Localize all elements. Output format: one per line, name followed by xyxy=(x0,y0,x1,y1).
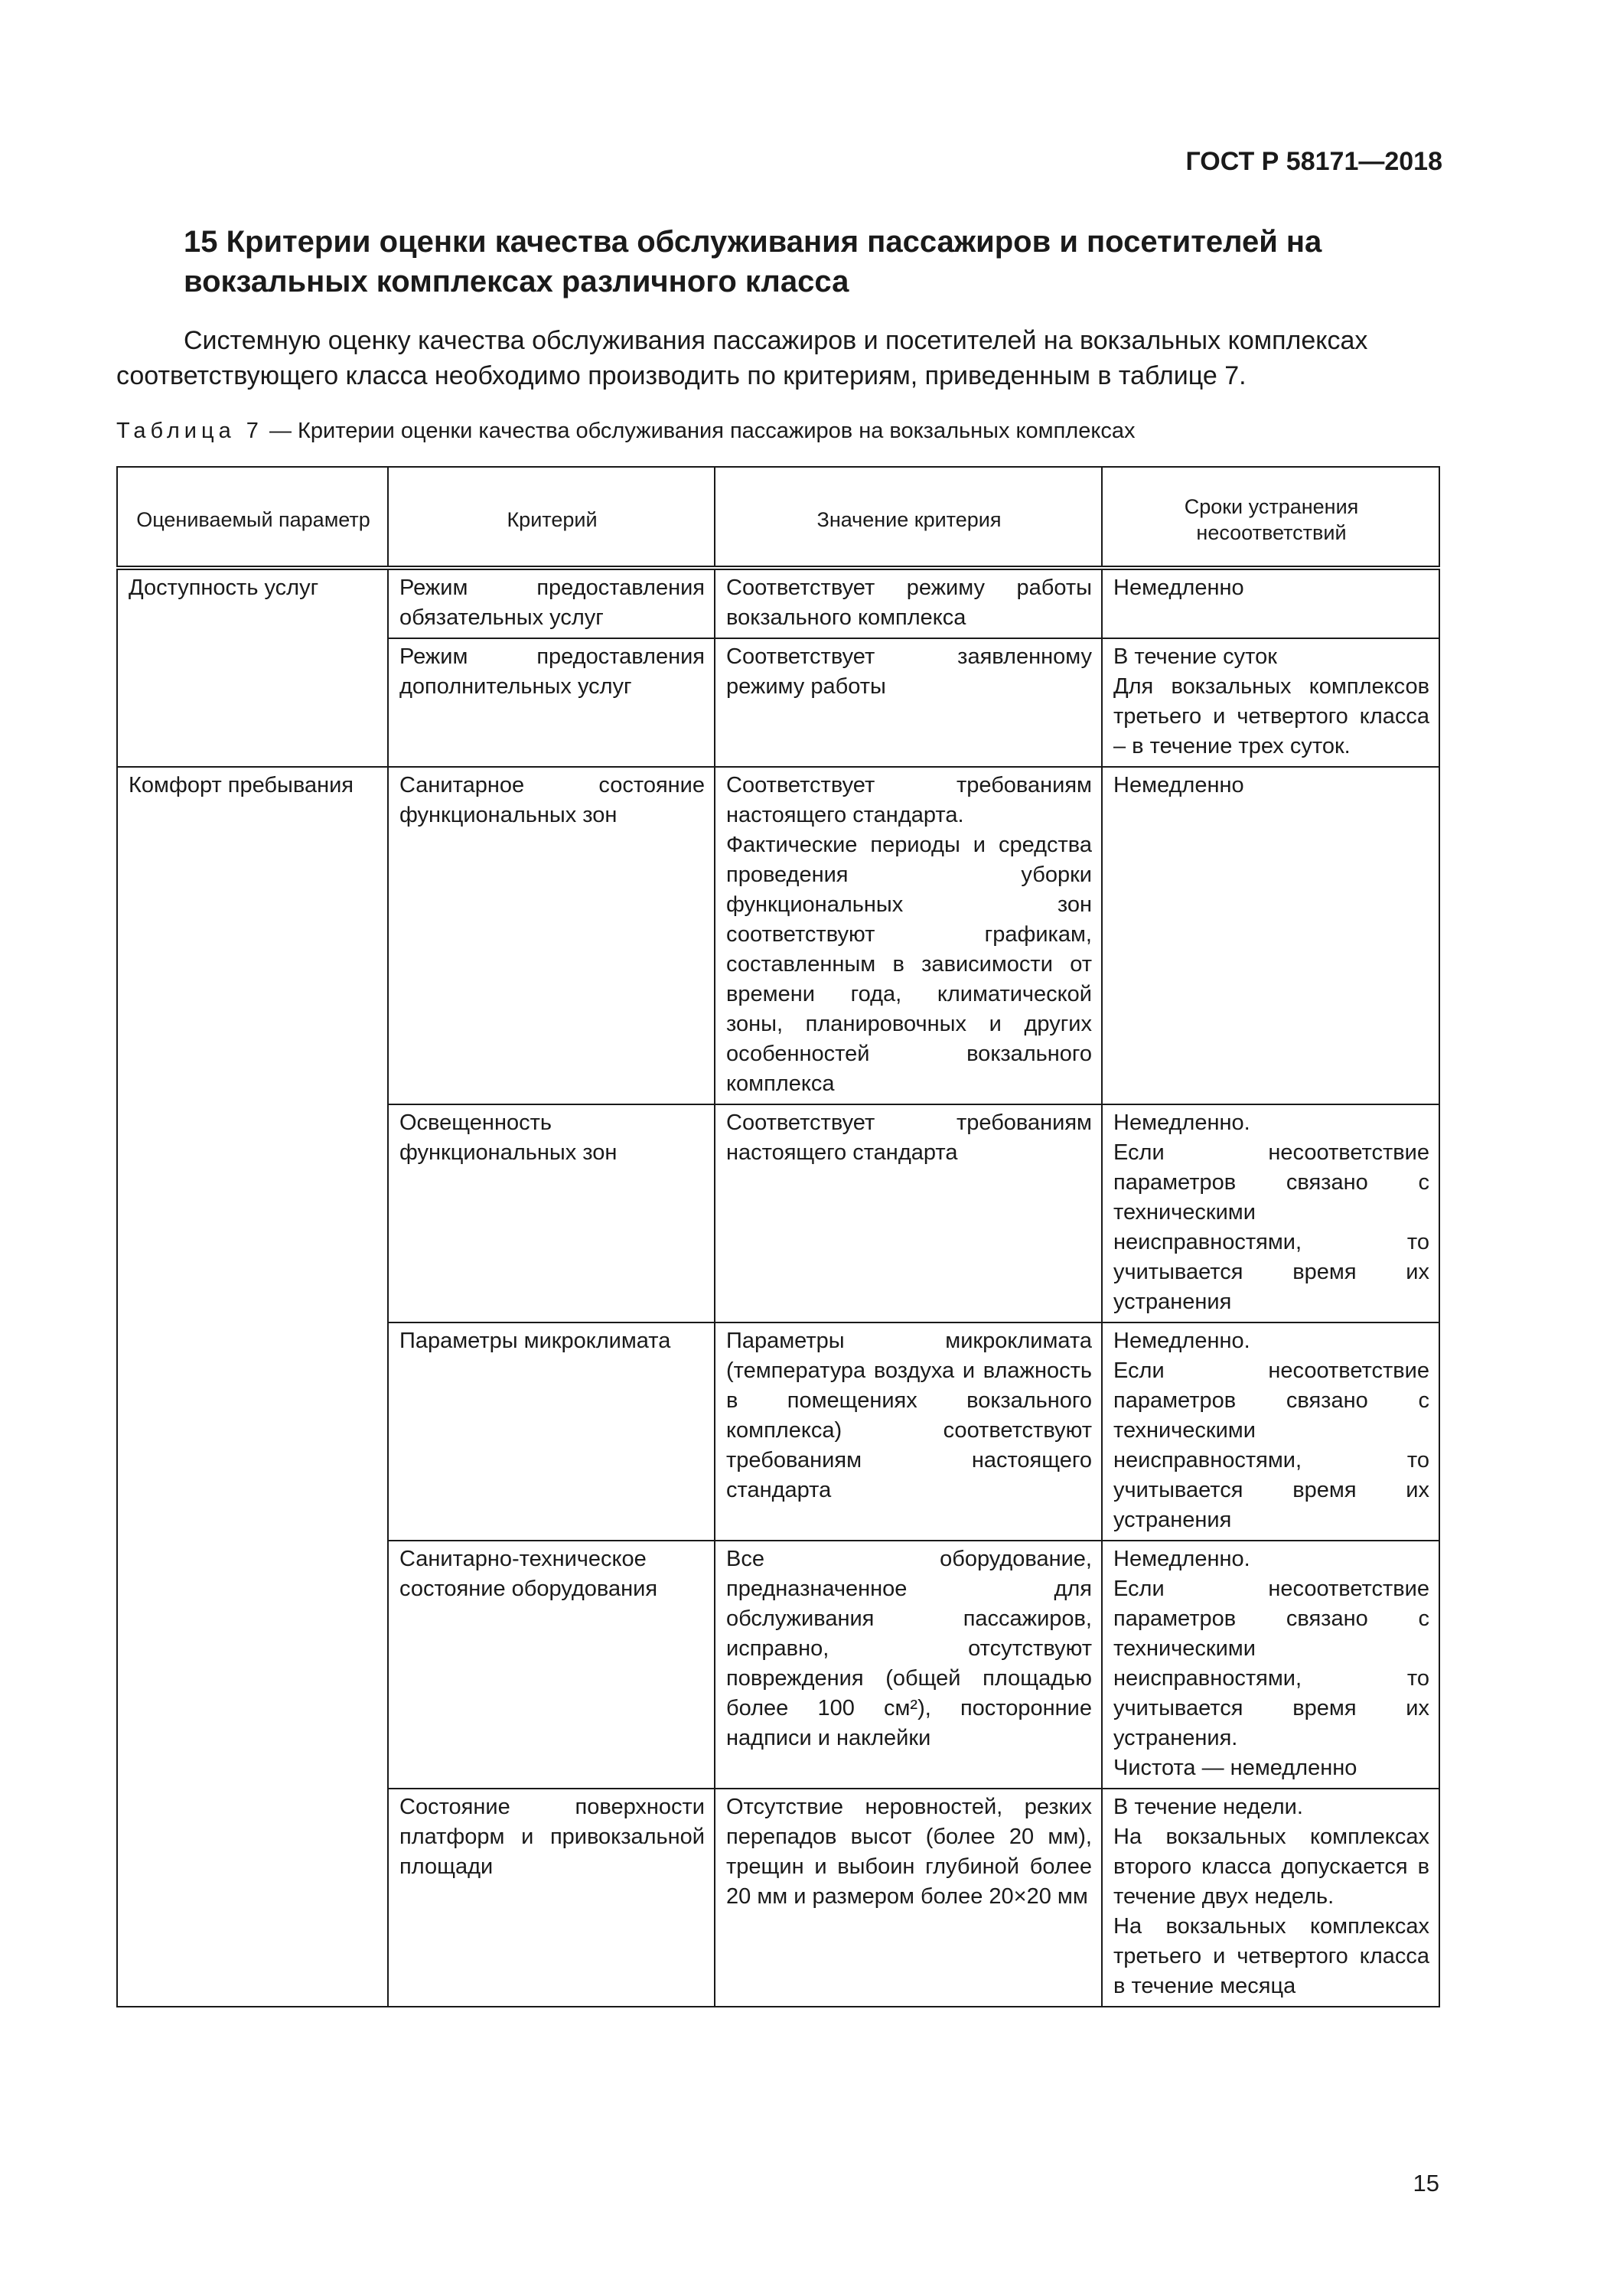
criterion-cell: Параметры микроклимата xyxy=(388,1322,715,1541)
table-header-row xyxy=(117,467,1439,568)
criteria-table xyxy=(116,466,1440,2007)
table-caption-text: — Критерии оценки качества обслуживания пассажиров на вокзальных комплексах xyxy=(262,419,1136,443)
value-cell: Соответствует заявленному режиму работы xyxy=(715,638,1102,767)
value-cell: Соответствует режиму работы вокзального комплекса xyxy=(715,568,1102,638)
intro-text: Системную оценку качества обслуживания пассажиров и посетителей на вокзальных комплексах соответствующего класса необходимо производить по критериям, приведенным в таблице 7. xyxy=(116,326,1368,390)
parameter-cell: Доступность услуг xyxy=(117,568,388,767)
value-cell: Соответствует требованиям настоящего стандарта xyxy=(715,1104,1102,1322)
criterion-cell: Санитарное состояние функциональных зон xyxy=(388,767,715,1104)
table-row xyxy=(117,568,1439,638)
section-title: 15 Критерии оценки качества обслуживания пассажиров и посетителей на вокзальных комплексах различного класса xyxy=(184,225,1322,298)
value-cell: Соответствует требованиям настоящего стандарта. Фактические периоды и средства проведения уборки функциональных зон соответствуют графикам, составленным в зависимости от времени года, климатической зоны, планировочных и других особенностей вокзального комплекса xyxy=(715,767,1102,1104)
header-parameter: Оцениваемый параметр xyxy=(117,467,388,568)
criterion-cell: Режим предоставления обязательных услуг xyxy=(388,568,715,638)
header-deadline: Сроки устранения несоответствий xyxy=(1102,467,1439,568)
intro-paragraph xyxy=(116,323,1439,393)
deadline-cell: В течение суток Для вокзальных комплексов третьего и четвертого класса – в течение трех суток. xyxy=(1102,638,1439,767)
deadline-cell: Немедленно xyxy=(1102,767,1439,1104)
criterion-cell: Состояние поверхности платформ и привокзальной площади xyxy=(388,1789,715,2007)
table-row xyxy=(117,767,1439,1104)
deadline-cell: Немедленно. Если несоответствие параметров связано с техническими неисправностями, то учитывается время их устранения xyxy=(1102,1104,1439,1322)
header-value: Значение критерия xyxy=(715,467,1102,568)
parameter-cell: Комфорт пребывания xyxy=(117,767,388,2007)
table-caption-prefix: Таблица 7 xyxy=(116,419,263,443)
criterion-cell: Санитарно-техническое состояние оборудования xyxy=(388,1541,715,1789)
deadline-cell: Немедленно. Если несоответствие параметров связано с техническими неисправностями, то учитывается время их устранения. Чистота — немедленно xyxy=(1102,1541,1439,1789)
deadline-cell: Немедленно xyxy=(1102,568,1439,638)
value-cell: Параметры микроклимата (температура воздуха и влажность в помещениях вокзального комплекса) соответствуют требованиям настоящего стандарта xyxy=(715,1322,1102,1541)
criterion-cell: Режим предоставления дополнительных услуг xyxy=(388,638,715,767)
page-number: 15 xyxy=(1413,2170,1439,2197)
value-cell: Все оборудование, предназначенное для обслуживания пассажиров, исправно, отсутствуют повреждения (общей площадью более 100 см²), посторонние надписи и наклейки xyxy=(715,1541,1102,1789)
header-criterion: Критерий xyxy=(388,467,715,568)
criterion-cell: Освещенность функциональных зон xyxy=(388,1104,715,1322)
value-cell: Отсутствие неровностей, резких перепадов высот (более 20 мм), трещин и выбоин глубиной более 20 мм и размером более 20×20 мм xyxy=(715,1789,1102,2007)
table-caption xyxy=(116,416,1136,446)
standard-code: ГОСТ Р 58171—2018 xyxy=(1185,147,1442,176)
deadline-cell: В течение недели. На вокзальных комплексах второго класса допускается в течение двух недель. На вокзальных комплексах третьего и четвертого класса в течение месяца xyxy=(1102,1789,1439,2007)
deadline-cell: Немедленно. Если несоответствие параметров связано с техническими неисправностями, то учитывается время их устранения xyxy=(1102,1322,1439,1541)
